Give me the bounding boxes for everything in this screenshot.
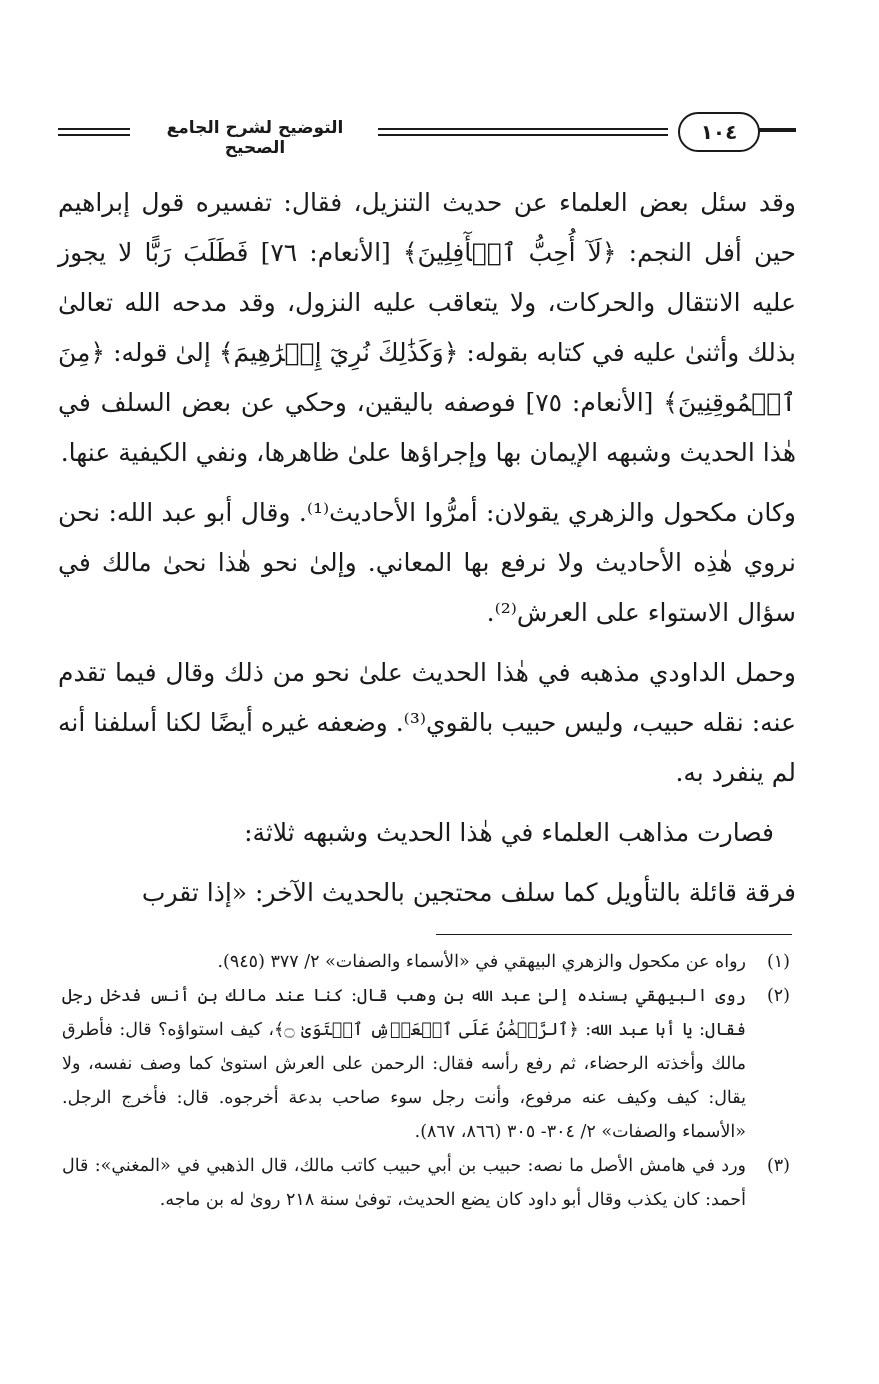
footnote xyxy=(62,1149,790,1217)
paragraph: وكان مكحول والزهري يقولان: أمرُّوا الأحاديث⁽¹⁾. وقال أبو عبد الله: نحن نروي هٰذِه الأحاديث ولا نرفع بها المعاني. وإلىٰ نحو هٰذا نحىٰ مالك في سؤال الاستواء على العرش⁽²⁾. xyxy=(58,498,796,627)
main-text xyxy=(58,178,796,928)
footnote xyxy=(62,945,790,979)
paragraph: فرقة قائلة بالتأويل كما سلف محتجين بالحديث الآخر: «إذا تقرب xyxy=(141,878,796,907)
footnote-text: ورد في هامش الأصل ما نصه: حبيب بن أبي حبيب كاتب مالك، قال الذهبي في «المغني»: قال أحمد: كان يكذب وقال أبو داود كان يضع الحديث، توفىٰ سنة ٢١٨ روىٰ له بن ماجه. xyxy=(62,1156,746,1210)
footnotes xyxy=(62,945,790,1217)
header-rule xyxy=(58,134,130,136)
footnote xyxy=(62,979,790,1149)
header-rule xyxy=(58,128,130,130)
book-title: التوضيح لشرح الجامع الصحيح xyxy=(166,118,344,158)
paragraph: وقد سئل بعض العلماء عن حديث التنزيل، فقال: تفسيره قول إبراهيم حين أفل النجم: ﴿لَآ أُحِبُّ ٱلۡأٓفِلِينَ﴾ [الأنعام: ٧٦] فَطَلَبَ رَبًّا لا يجوز عليه الانتقال والحركات، ولا يتعاقب عليه النزول، وقد مدحه الله تعالىٰ بذلك وأثنىٰ عليه في كتابه بقوله: ﴿وَكَذَٰلِكَ نُرِيٓ إِبۡرَٰهِيمَ﴾ إلىٰ قوله: ﴿مِنَ ٱلۡمُوقِنِينَ﴾ [الأنعام: ٧٥] فوصفه باليقين، وحكي عن بعض السلف في هٰذا الحديث وشبهه الإيمان بها وإجراؤها علىٰ ظاهرها، ونفي الكيفية عنها. xyxy=(58,188,796,467)
header-rule xyxy=(758,128,796,132)
footnote-number: (١) xyxy=(766,952,790,972)
footnote-number: (٢) xyxy=(766,986,790,1006)
paragraph: وحمل الداودي مذهبه في هٰذا الحديث علىٰ نحو من ذلك وقال فيما تقدم عنه: نقله حبيب، وليس حبيب بالقوي⁽³⁾. وضعفه غيره أيضًا لكنا أسلفنا أنه لم ينفرد به. xyxy=(58,658,797,787)
footnote-text: روى البيهقي بسنده إلىٰ عبد الله بن وهب قال: كنا عند مالك بن أنس فدخل رجل فقال: يا أبا عبد الله: ﴿ٱلرَّحۡمَٰنُ عَلَى ٱلۡعَرۡشِ ٱسۡتَوَىٰ ۝﴾، كيف استواؤه؟ قال: فأطرق مالك وأخذته الرحضاء، ثم رفع رأسه فقال: الرحمن على العرش استوىٰ كما وصف نفسه، ولا يقال: كيف وكيف عنه مرفوع، وأنت رجل سوء صاحب بدعة أخرجوه. قال: فأخرج الرجل. «الأسماء والصفات» ٢/ ٣٠٤- ٣٠٥ (٨٦٦، ٨٦٧). xyxy=(62,986,747,1142)
running-header xyxy=(58,112,796,158)
footnote-separator xyxy=(436,934,792,935)
footnote-number: (٣) xyxy=(766,1156,790,1176)
paragraph: فصارت مذاهب العلماء في هٰذا الحديث وشبهه ثلاثة: xyxy=(244,818,774,847)
page-number: ١٠٤ xyxy=(678,112,760,152)
header-rule xyxy=(378,128,668,130)
header-rule xyxy=(378,134,668,136)
footnote-text: رواه عن مكحول والزهري البيهقي في «الأسماء والصفات» ٢/ ٣٧٧ (٩٤٥). xyxy=(217,952,746,972)
